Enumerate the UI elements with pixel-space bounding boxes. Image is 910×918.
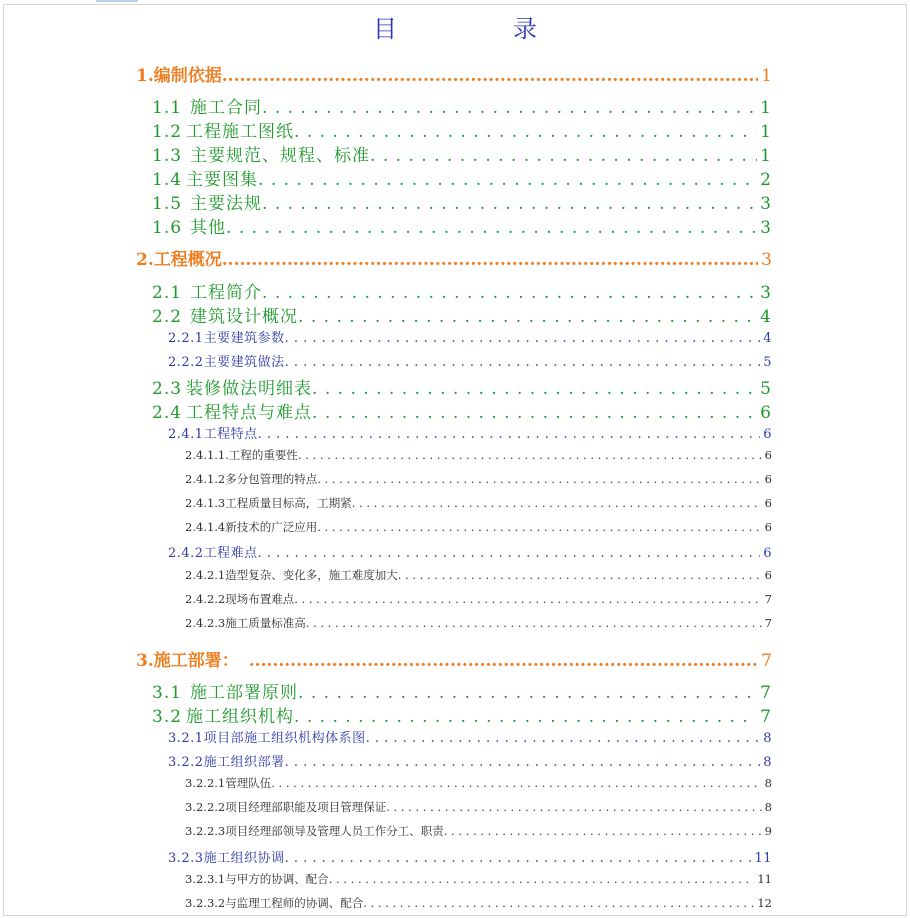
toc-page: 7	[760, 707, 772, 727]
toc-text: 施工组织部署	[203, 755, 285, 770]
toc-page: 6	[760, 403, 772, 423]
toc-number: 2.4.1.1.	[185, 448, 229, 462]
toc-entry-1-2[interactable]	[152, 117, 772, 142]
toc-page: 1	[761, 66, 772, 86]
toc-number: 1.5	[152, 194, 183, 214]
toc-entry-3-2-1[interactable]	[168, 727, 772, 746]
toc-number: 1.6	[152, 218, 183, 238]
toc-entry-3-2-2-3[interactable]	[185, 823, 772, 839]
toc-number: 2.4.1.4	[185, 520, 226, 534]
toc-number: 2.	[136, 250, 154, 270]
toc-text: 主要规范、规程、标准	[190, 146, 371, 166]
toc-page: 8	[764, 776, 772, 790]
toc-page: 6	[764, 496, 772, 510]
toc-text: 施工组织机构	[186, 707, 295, 727]
toc-entry-2-4-2-3[interactable]	[185, 615, 772, 631]
toc-text: 工程难点	[203, 546, 258, 561]
toc-text: 装修做法明细表	[186, 379, 313, 399]
toc-number: 2.1	[152, 283, 183, 303]
toc-number: 1.4	[152, 170, 183, 190]
toc-entry-1-3[interactable]	[152, 141, 772, 166]
toc-page: 3	[761, 250, 772, 270]
dot-leader	[444, 824, 762, 838]
toc-text: 项目经理部领导及管理人员工作分工、职责	[225, 824, 444, 838]
dot-leader	[386, 800, 761, 814]
toc-number: 3.2.1	[168, 731, 204, 746]
toc-entry-2[interactable]	[136, 245, 772, 270]
toc-number: 3.2.2	[168, 755, 204, 770]
toc-page: 2	[760, 170, 772, 190]
toc-page: 4	[763, 331, 772, 346]
dot-leader	[317, 520, 761, 534]
toc-entry-2-4[interactable]	[152, 398, 772, 423]
toc-entry-3-2-2[interactable]	[168, 751, 772, 770]
dot-leader	[306, 616, 762, 630]
toc-page: 5	[763, 355, 772, 370]
toc-text: 建筑设计概况	[190, 307, 299, 327]
toc-page: 6	[763, 427, 772, 442]
toc-entry-1-5[interactable]	[152, 189, 772, 214]
toc-page: 12	[757, 896, 772, 910]
toc-entry-2-4-1-2[interactable]	[185, 471, 772, 487]
toc-number: 2.4.1.3	[185, 496, 226, 510]
toc-text: 编制依据	[153, 66, 222, 86]
toc-text: 项目经理部职能及项目管理保证	[225, 800, 387, 814]
toc-page: 11	[757, 872, 772, 886]
toc-text: 工程的重要性	[228, 448, 298, 462]
toc-number: 3.2	[152, 707, 183, 727]
toc-page: 3	[760, 218, 772, 238]
toc-number: 2.4.2.3	[185, 616, 226, 630]
dot-leader	[294, 707, 757, 727]
toc-number: 2.4.2	[168, 546, 204, 561]
toc-text: 施工质量标准高	[225, 616, 306, 630]
toc-entry-3-2-3-2[interactable]	[185, 895, 772, 911]
toc-page: 6	[763, 546, 772, 561]
toc-entry-3-2-2-2[interactable]	[185, 799, 772, 815]
dot-leader	[398, 568, 762, 582]
toc-entry-2-4-1[interactable]	[168, 423, 772, 442]
toc-page: 9	[764, 824, 772, 838]
toc-entry-1-1[interactable]	[152, 93, 772, 118]
toc-text: 施工组织协调	[203, 851, 285, 866]
dot-leader	[294, 592, 761, 606]
toc-entry-3-2-3[interactable]	[168, 847, 772, 866]
toc-number: 2.2	[152, 307, 183, 327]
toc-page: 8	[763, 731, 772, 746]
toc-text: 工程概况	[153, 250, 222, 270]
toc-page: 6	[764, 520, 772, 534]
dot-leader	[285, 755, 761, 770]
toc-text: 主要法规	[190, 194, 263, 214]
toc-page: 6	[764, 568, 772, 582]
toc-page: 1	[760, 146, 772, 166]
toc-text: 造型复杂、变化多，施工难度加大	[225, 568, 398, 582]
toc-entry-2-2[interactable]	[152, 302, 772, 327]
toc-text: 主要建筑做法	[203, 355, 285, 370]
toc-number: 3.2.2.1	[185, 776, 226, 790]
dot-leader	[226, 218, 757, 238]
toc-number: 3.	[136, 651, 154, 671]
toc-entry-2-4-1-4[interactable]	[185, 519, 772, 535]
toc-text: 施工部署：	[153, 651, 239, 671]
top-edge-mark	[96, 0, 138, 2]
toc-page: 3	[760, 194, 772, 214]
toc-page: 7	[764, 616, 772, 630]
toc-text: 项目部施工组织机构体系图	[203, 731, 366, 746]
toc-number: 3.1	[152, 683, 183, 703]
dot-leader	[271, 776, 761, 790]
toc-text: 与甲方的协调、配合	[225, 872, 329, 886]
dot-leader	[312, 403, 757, 423]
toc-entry-3-2[interactable]	[152, 702, 772, 727]
toc-text: 现场布置难点	[225, 592, 295, 606]
toc-text: 主要建筑参数	[203, 331, 285, 346]
toc-text: 工程简介	[190, 283, 263, 303]
toc-page: 11	[754, 851, 772, 866]
toc-page: 3	[760, 283, 772, 303]
toc-text: 主要图集	[186, 170, 259, 190]
toc-text: 与监理工程师的协调、配合	[225, 896, 364, 910]
toc-text: 工程特点与难点	[186, 403, 313, 423]
dot-leader	[258, 427, 761, 442]
toc-entry-2-4-2[interactable]	[168, 542, 772, 561]
toc-number: 3.2.2.3	[185, 824, 226, 838]
toc-entry-3-2-2-1[interactable]	[185, 775, 772, 791]
dot-leader	[352, 496, 762, 510]
dot-leader	[312, 379, 757, 399]
toc-number: 2.2.2	[168, 355, 204, 370]
toc-number: 3.2.3.2	[185, 896, 226, 910]
dot-leader	[249, 651, 758, 671]
toc-number: 2.4.1	[168, 427, 204, 442]
toc-entry-2-4-2-1[interactable]	[185, 567, 772, 583]
toc-number: 2.4.1.2	[185, 472, 226, 486]
toc-text: 工程特点	[203, 427, 258, 442]
dot-leader	[294, 122, 757, 142]
toc-entry-2-2-2[interactable]	[168, 351, 772, 370]
dot-leader	[285, 331, 761, 346]
toc-number: 3.2.2.2	[185, 800, 226, 814]
toc-text: 其他	[190, 218, 227, 238]
dot-leader	[298, 683, 757, 703]
toc-number: 2.4	[152, 403, 183, 423]
toc-entry-2-3[interactable]	[152, 374, 772, 399]
dot-leader	[363, 896, 754, 910]
toc-number: 2.4.2.2	[185, 592, 226, 606]
toc-page: 7	[760, 683, 772, 703]
toc-entry-2-4-1-3[interactable]	[185, 495, 772, 511]
toc-page: 7	[761, 651, 772, 671]
toc-page: 7	[764, 592, 772, 606]
page-title: 目 录	[373, 15, 583, 43]
toc-entry-3-2-3-1[interactable]	[185, 871, 772, 887]
toc-page: 1	[760, 122, 772, 142]
toc-page: 5	[760, 379, 772, 399]
toc-number: 3.2.3	[168, 851, 204, 866]
dot-leader	[366, 731, 761, 746]
dot-leader	[262, 194, 757, 214]
toc-entry-3[interactable]	[136, 646, 772, 671]
toc-entry-2-4-1-1[interactable]	[185, 447, 772, 463]
toc-page: 4	[760, 307, 772, 327]
dot-leader	[329, 872, 755, 886]
toc-entry-2-4-2-2[interactable]	[185, 591, 772, 607]
toc-text: 施工合同	[190, 98, 263, 118]
toc-number: 2.3	[152, 379, 183, 399]
toc-page: 6	[764, 472, 772, 486]
toc-number: 1.2	[152, 122, 183, 142]
toc-entry-2-2-1[interactable]	[168, 327, 772, 346]
toc-page: 8	[763, 755, 772, 770]
toc-number: 1.1	[152, 98, 183, 118]
dot-leader	[262, 98, 757, 118]
dot-leader	[222, 250, 758, 270]
dot-leader	[222, 66, 758, 86]
toc-number: 1.3	[152, 146, 183, 166]
toc-entry-3-1[interactable]	[152, 678, 772, 703]
toc-number: 3.2.3.1	[185, 872, 226, 886]
toc-entry-1-4[interactable]	[152, 165, 772, 190]
dot-leader	[370, 146, 757, 166]
dot-leader	[317, 472, 761, 486]
toc-text: 管理队伍	[225, 776, 272, 790]
toc-entry-1[interactable]	[136, 61, 772, 86]
dot-leader	[298, 448, 762, 462]
toc-text: 施工部署原则	[190, 683, 299, 703]
toc-entry-1-6[interactable]	[152, 213, 772, 238]
toc-text: 工程质量目标高，工期紧	[225, 496, 352, 510]
dot-leader	[298, 307, 757, 327]
dot-leader	[258, 170, 757, 190]
toc-text: 新技术的广泛应用	[225, 520, 318, 534]
dot-leader	[285, 851, 752, 866]
toc-entry-2-1[interactable]	[152, 278, 772, 303]
toc-number: 1.	[136, 66, 154, 86]
toc-number: 2.4.2.1	[185, 568, 226, 582]
toc-text: 多分包管理的特点	[225, 472, 318, 486]
toc-text: 工程施工图纸	[186, 122, 295, 142]
toc-number: 2.2.1	[168, 331, 204, 346]
dot-leader	[258, 546, 761, 561]
toc-page: 8	[764, 800, 772, 814]
dot-leader	[262, 283, 757, 303]
dot-leader	[285, 355, 761, 370]
toc-page: 6	[764, 448, 772, 462]
toc-page: 1	[760, 98, 772, 118]
